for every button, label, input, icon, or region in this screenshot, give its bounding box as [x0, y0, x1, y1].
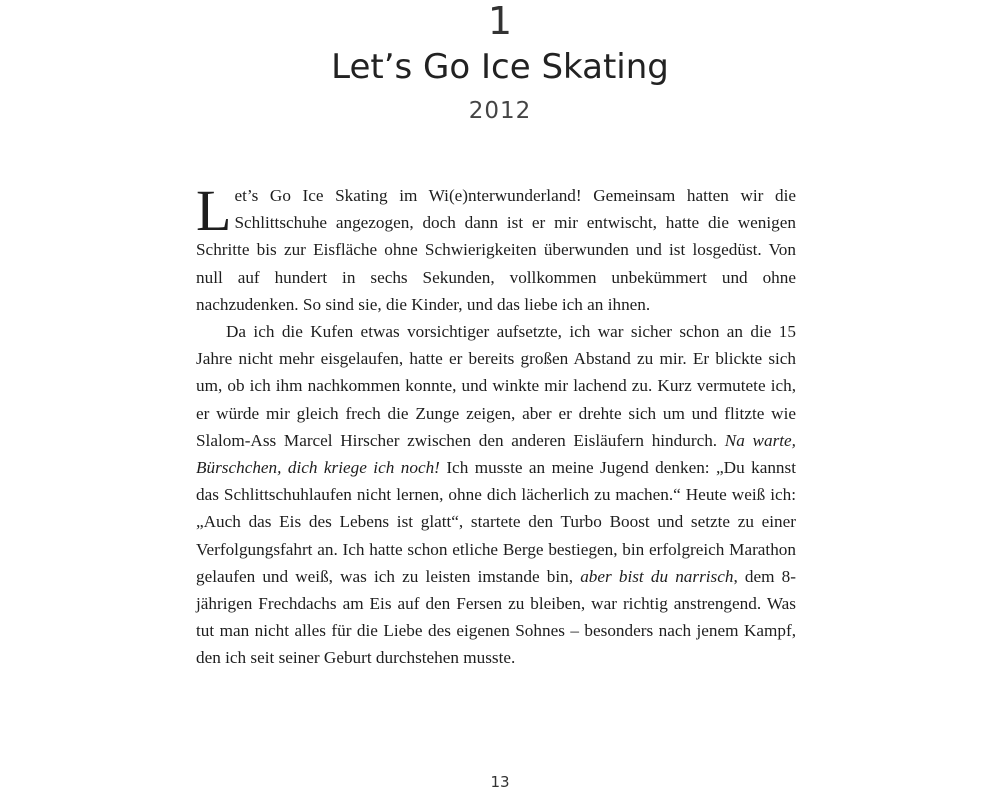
chapter-title: Let’s Go Ice Skating — [331, 47, 669, 87]
paragraph-2-text-a: Da ich die Kufen etwas vorsichtiger aufsetzte, ich war sicher schon an die 15 Jahre nicht mehr eisgelaufen, hatte er bereits großen Abstand zu mir. Er blickte sich um, ob ich ihm nachkommen konnte, und winkte mir lachend zu. Kurz vermutete ich, er würde mir gleich frech die Zunge zeigen, aber er drehte sich um und flitzte wie Slalom-Ass Marcel Hirscher zwischen den anderen Eisläufern hindurch. — [196, 322, 796, 450]
paragraph-1 — [196, 178, 796, 318]
paragraph-1-text: et’s Go Ice Skating im Wi(e)nterwunderland! Gemeinsam hatten wir die Schlittschuhe angezogen, doch dann ist er mir entwischt, hatte die wenigen Schritte bis zur Eisfläche ohne Schwierigkeiten überwunden und ist losgedüst. Von null auf hundert in sechs Sekunden, vollkommen unbekümmert und ohne nachzudenken. So sind sie, die Kinder, und das liebe ich an ihnen. — [196, 186, 796, 314]
page-number: 13 — [490, 773, 510, 791]
paragraph-2-italic-b: aber bist du narrisch — [580, 566, 734, 586]
paragraph-2 — [196, 318, 796, 672]
paragraph-2-italic-a: Na warte, Bürschchen, dich kriege ich noch! — [196, 430, 796, 478]
drop-cap: L — [196, 178, 232, 243]
body-text — [196, 178, 796, 672]
paragraph-2-text-b: Ich musste an meine Jugend denken: „Du kannst das Schlittschuhlaufen nicht lernen, ohne dich lächerlich zu machen.“ Heute weiß ich: „Auch das Eis des Lebens ist glatt“, startete den Turbo Boost und setzte zu einer Verfolgungsfahrt an. Ich hatte schon etliche Berge bestiegen, bin erfolgreich Marathon gelaufen und weiß, was ich zu leisten imstande bin, — [196, 458, 796, 586]
chapter-year: 2012 — [468, 98, 532, 124]
chapter-number: 1 — [487, 0, 513, 43]
paragraph-2-text-c: , dem 8-jährigen Frechdachs am Eis auf den Fersen zu bleiben, war richtig anstrengend. Was tut man nicht alles für die Liebe des eigenen Sohnes – besonders nach jenem Kampf, den ich seit seiner Geburt durchstehen musste. — [196, 566, 796, 668]
